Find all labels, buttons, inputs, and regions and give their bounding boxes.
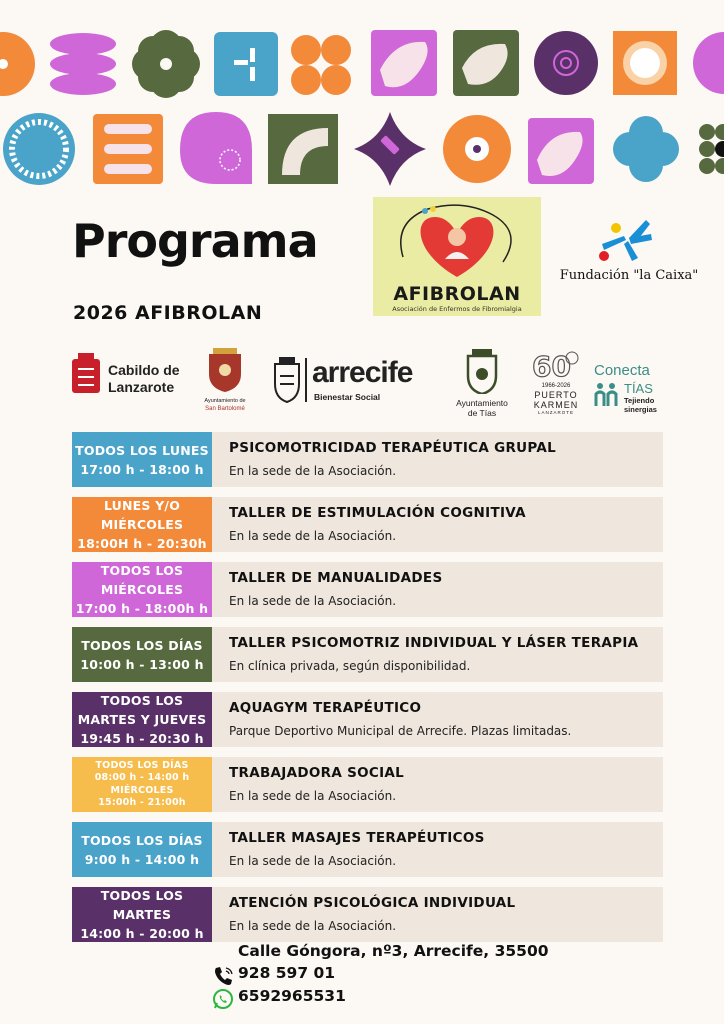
blue-sun-circle-shape: [3, 113, 75, 185]
activity-name: TALLER DE ESTIMULACIÓN COGNITIVA: [229, 505, 526, 521]
arrecife-name: arrecife: [312, 356, 413, 389]
fundacion-la-caixa-logo: [556, 216, 702, 288]
orange-flower-circle-shape: [443, 115, 511, 183]
page-subtitle: 2026 AFIBROLAN: [73, 302, 263, 324]
puerto-60-emblem-icon: [528, 350, 584, 382]
schedule-row: [72, 627, 663, 682]
schedule-row: [72, 692, 663, 747]
conecta-line4: sinergias: [624, 405, 657, 414]
activity-location: En la sede de la Asociación.: [229, 854, 397, 868]
san-bartolome-line1: Ayuntamiento de: [204, 398, 246, 404]
afibrolan-logo: [373, 197, 541, 316]
heart-icon: [373, 197, 541, 287]
conecta-line3: Tejiendo: [624, 396, 655, 405]
activity-name: AQUAGYM TERAPÉUTICO: [229, 700, 422, 716]
activity-location: En la sede de la Asociación.: [229, 789, 397, 803]
arrecife-shield-icon: [272, 356, 302, 404]
cabildo-lanzarote-logo: [70, 353, 185, 399]
schedule-time-tag: [72, 822, 212, 877]
whatsapp-icon: [212, 988, 234, 1010]
schedule-time-line: 17:00 h - 18:00 h: [80, 461, 204, 477]
cabildo-line2: Lanzarote: [108, 379, 175, 395]
activity-location: En la sede de la Asociación.: [229, 594, 397, 608]
afibrolan-subtitle: Asociación de Enfermos de Fibromialgia: [392, 305, 522, 313]
activity-name: TALLER DE MANUALIDADES: [229, 570, 443, 586]
schedule-time-line: MIÉRCOLES: [100, 517, 184, 532]
people-icon: [594, 382, 620, 408]
puerto-del-carmen-logo: [528, 350, 584, 416]
schedule-time-line: MIÉRCOLES: [100, 582, 184, 597]
schedule-time-line: 10:00 h - 13:00 h: [80, 656, 204, 672]
purple-square-pebble-shape-2: [528, 118, 594, 184]
activity-name: ATENCIÓN PSICOLÓGICA INDIVIDUAL: [229, 895, 516, 911]
schedule-time-line: TODOS LOS DÍAS: [81, 637, 203, 653]
schedule-time-line: MIÉRCOLES: [110, 784, 174, 796]
schedule-time-line: TODOS LOS DÍAS: [95, 759, 189, 771]
dark-purple-star-shape: [354, 112, 426, 186]
schedule-time-line: TODOS LOS: [100, 888, 184, 903]
purple-partial-circle-shape: [693, 32, 724, 94]
green-square-arc-shape: [268, 114, 338, 184]
schedule-time-line: 18:00H h - 20:30h: [77, 536, 207, 551]
purple-dome-shape: [180, 112, 252, 184]
schedule-time-line: MARTES Y JUEVES: [77, 712, 207, 727]
san-bartolome-line2: San Bartolomé: [205, 406, 245, 412]
schedule-row: [72, 497, 663, 552]
tias-logo: [448, 348, 516, 418]
activity-name: TALLER MASAJES TERAPÉUTICOS: [229, 830, 485, 846]
orange-wave-square-shape: [93, 114, 163, 184]
san-bartolome-shield-icon: [197, 348, 253, 394]
green-square-pebble-shape: [453, 30, 519, 96]
blue-square-plus-shape: [214, 32, 278, 96]
conecta-line1: Conecta: [594, 362, 650, 379]
schedule-time-line: 9:00 h - 14:00 h: [84, 851, 200, 867]
activity-location: Parque Deportivo Municipal de Arrecife. Plazas limitadas.: [229, 724, 572, 738]
phone-icon: [212, 965, 234, 987]
puerto-line3: LANZAROTE: [537, 410, 574, 415]
afibrolan-name: AFIBROLAN: [393, 283, 521, 305]
schedule-row: [72, 822, 663, 877]
whatsapp-number: 6592965531: [238, 987, 346, 1005]
phone-number: 928 597 01: [238, 964, 336, 982]
activity-location: En clínica privada, según disponibilidad.: [229, 659, 471, 673]
schedule-time-line: TODOS LOS LUNES: [75, 442, 209, 458]
svg-text:60: 60: [532, 350, 571, 382]
cabildo-emblem-icon: [70, 353, 102, 399]
caixa-star-icon: [556, 216, 702, 266]
schedule-row: [72, 887, 663, 942]
schedule-time-tag: [72, 627, 212, 682]
green-dots-grid-shape: [699, 124, 724, 174]
blue-flower-shape: [613, 116, 679, 182]
schedule-time-line: TODOS LOS: [100, 693, 184, 708]
schedule-time-line: 15:00h - 21:00h: [98, 797, 186, 808]
schedule-time-tag: [72, 562, 212, 617]
activity-name: TALLER PSICOMOTRIZ INDIVIDUAL Y LÁSER TERAPIA: [229, 635, 639, 651]
schedule-time-line: 14:00 h - 20:00 h: [80, 926, 204, 941]
schedule-time-tag: [72, 432, 212, 487]
arrecife-logo: [272, 356, 432, 406]
tias-shield-icon: [448, 348, 516, 394]
arrecife-subtitle: Bienestar Social: [314, 392, 381, 402]
activity-location: En la sede de la Asociación.: [229, 919, 397, 933]
schedule-row: [72, 432, 663, 487]
activity-location: En la sede de la Asociación.: [229, 464, 397, 478]
dark-purple-circle-ring-shape: [534, 31, 598, 95]
conecta-line2: TÍAS: [624, 381, 653, 396]
schedule-row: [72, 757, 663, 812]
cabildo-line1: Cabildo de: [108, 362, 180, 378]
schedule-time-line: 19:45 h - 20:30 h: [80, 731, 204, 746]
schedule-row: [72, 562, 663, 617]
conecta-tias-logo: [594, 362, 662, 418]
decorative-pattern: [0, 0, 724, 195]
schedule-time-line: LUNES Y/O: [103, 498, 181, 513]
activity-location: En la sede de la Asociación.: [229, 529, 397, 543]
puerto-line2: KARMEN: [533, 400, 579, 410]
purple-stacked-ellipses-shape: [50, 33, 116, 95]
schedule-time-tag: [72, 757, 212, 812]
tias-line1: Ayuntamiento: [456, 398, 508, 408]
schedule-time-tag: [72, 497, 212, 552]
orange-four-circles-shape: [291, 35, 351, 95]
schedule-time-line: TODOS LOS DÍAS: [81, 832, 203, 848]
san-bartolome-logo: [197, 348, 253, 416]
schedule-time-tag: [72, 887, 212, 942]
schedule-time-line: 17:00 h - 18:00h h: [75, 601, 209, 616]
address: Calle Góngora, nº3, Arrecife, 35500: [238, 942, 549, 960]
schedule-time-line: TODOS LOS: [100, 563, 184, 578]
schedule-time-line: MARTES: [112, 907, 172, 922]
orange-sun-square-shape: [613, 31, 677, 95]
activity-name: PSICOMOTRICIDAD TERAPÉUTICA GRUPAL: [229, 440, 557, 456]
puerto-years: 1966-2026: [541, 383, 571, 389]
tias-line2: de Tías: [467, 408, 497, 418]
puerto-line1: PUERTO: [534, 390, 578, 400]
schedule-time-tag: [72, 692, 212, 747]
page-title: Programa: [72, 214, 318, 268]
purple-square-pebble-shape: [371, 30, 437, 96]
fundacion-la-caixa-text: Fundación "la Caixa": [559, 268, 699, 283]
schedule-time-line: 08:00 h - 14:00 h: [94, 772, 190, 783]
activity-name: TRABAJADORA SOCIAL: [229, 765, 405, 781]
